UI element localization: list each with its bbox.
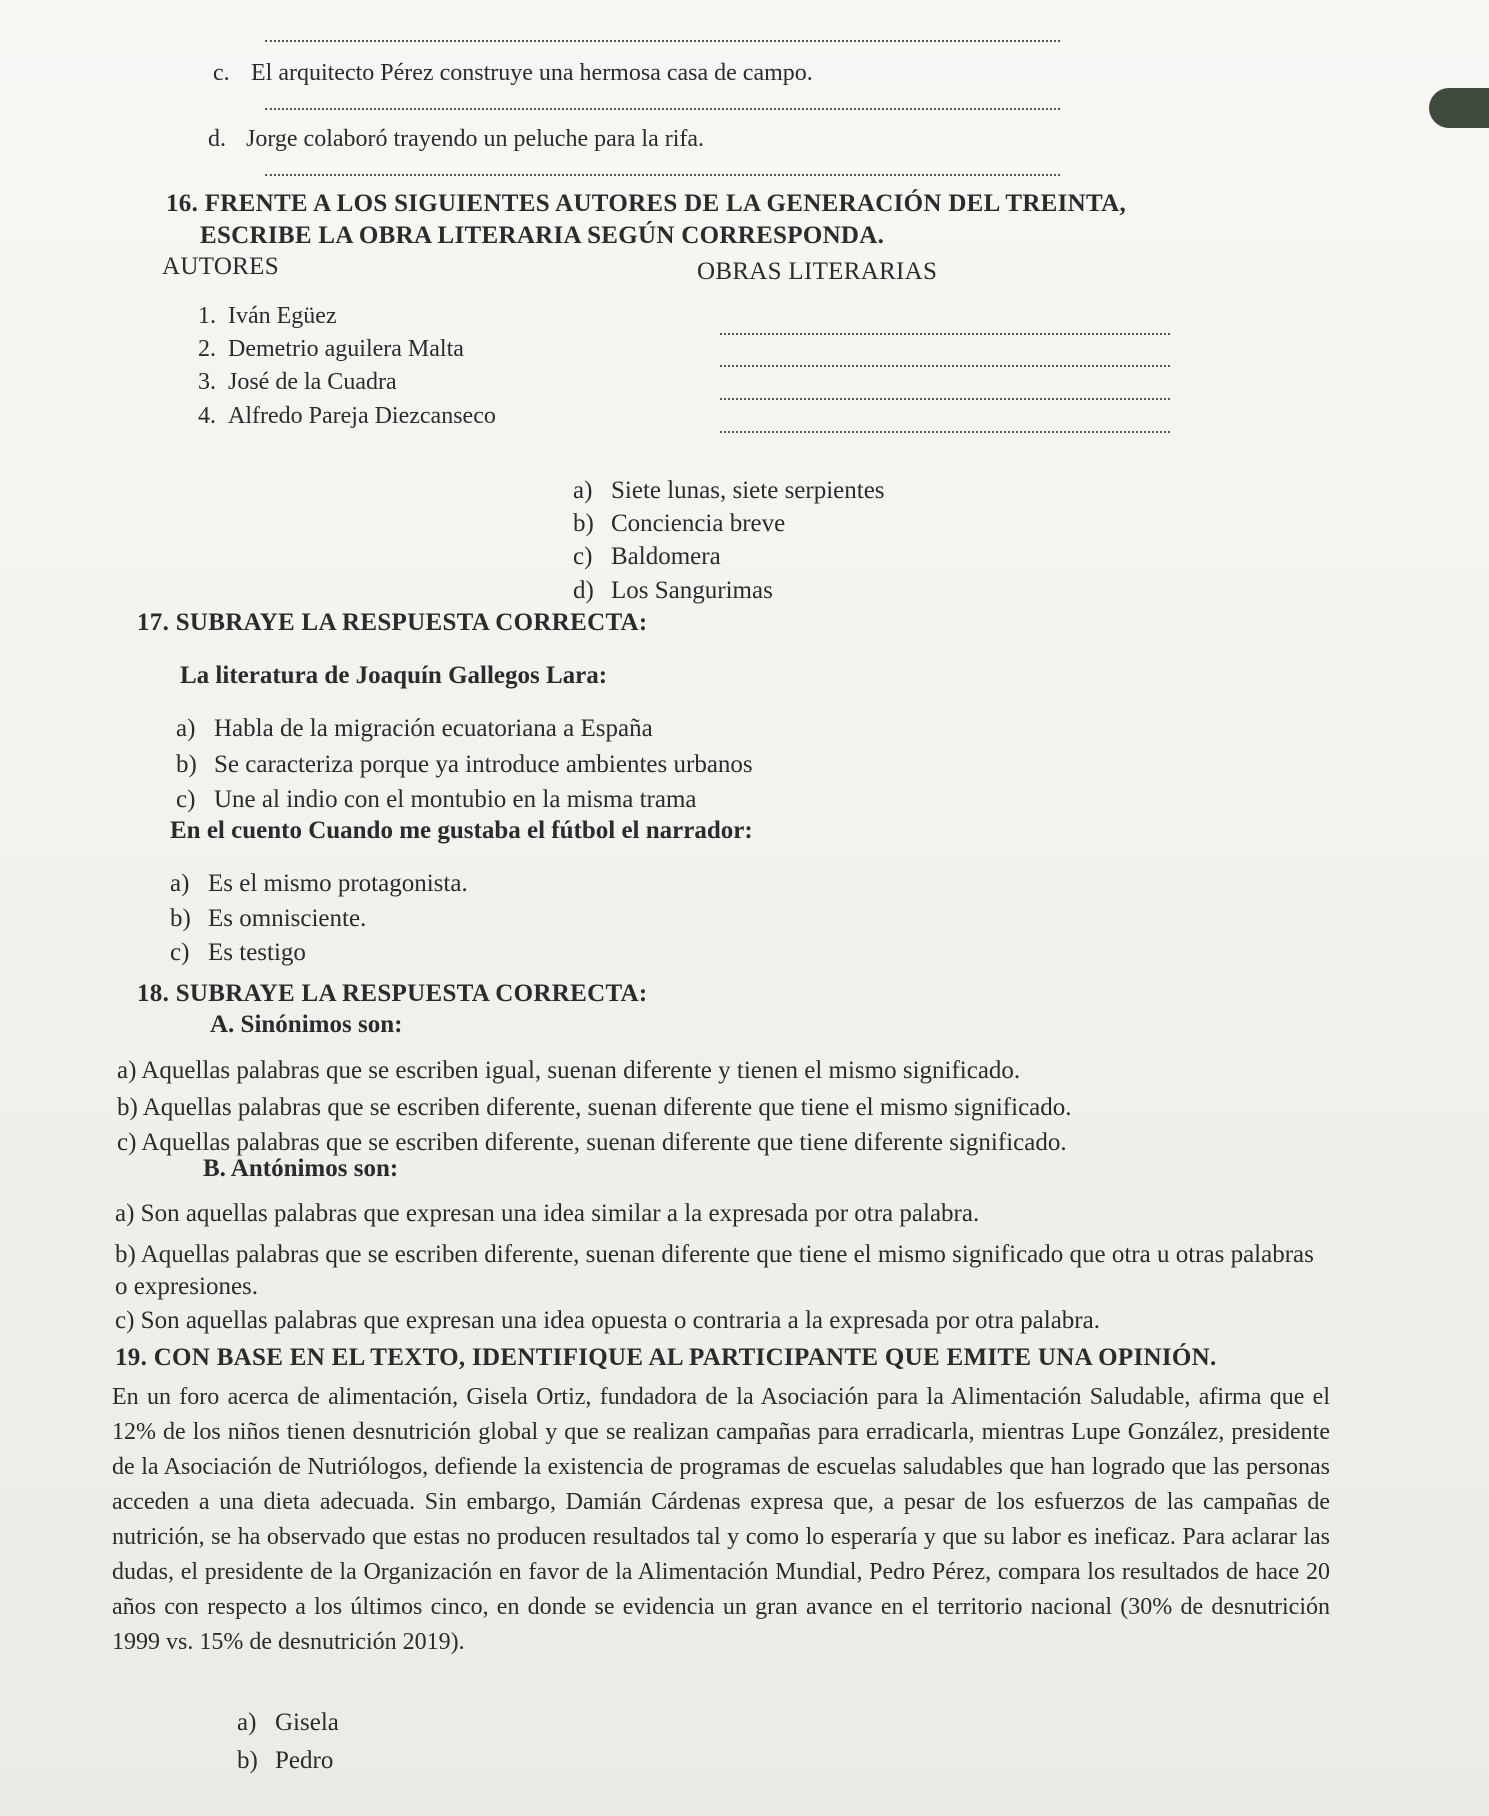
q17-title: 17. SUBRAYE LA RESPUESTA CORRECTA: bbox=[137, 609, 648, 636]
work-title: Siete lunas, siete serpientes bbox=[611, 477, 885, 504]
q17-option[interactable] bbox=[170, 905, 366, 933]
q18-subtitle-a: A. Sinónimos son: bbox=[210, 1011, 403, 1038]
work-title: Conciencia breve bbox=[611, 510, 786, 537]
option-text: Habla de la migración ecuatoriana a España bbox=[214, 715, 653, 742]
author-row bbox=[198, 403, 496, 430]
work-label: c) bbox=[573, 543, 593, 570]
option-label: c) bbox=[176, 786, 196, 813]
work-option bbox=[573, 543, 721, 571]
q17-option[interactable] bbox=[170, 870, 468, 898]
work-answer-line[interactable] bbox=[720, 365, 1170, 367]
item-label: c. bbox=[213, 60, 230, 86]
author-row bbox=[198, 303, 337, 330]
col-authors-header: AUTORES bbox=[162, 253, 279, 280]
answer-line[interactable] bbox=[265, 174, 1060, 176]
q18-option[interactable]: c) Aquellas palabras que se escriben diferente, suenan diferente que tiene diferente significado. bbox=[117, 1129, 1067, 1156]
q18-option[interactable]: a) Aquellas palabras que se escriben igual, suenan diferente y tienen el mismo significado. bbox=[117, 1057, 1021, 1084]
answer-line[interactable] bbox=[265, 40, 1060, 42]
q17-option[interactable] bbox=[176, 715, 653, 743]
q17-option[interactable] bbox=[176, 751, 753, 779]
option-label: b) bbox=[170, 905, 191, 932]
author-row bbox=[198, 336, 464, 363]
option-label: c) bbox=[170, 939, 190, 966]
option-text: Es el mismo protagonista. bbox=[208, 870, 468, 897]
option-text: Une al indio con el montubio en la misma trama bbox=[214, 786, 697, 813]
q19-paragraph: En un foro acerca de alimentación, Gisela Ortiz, fundadora de la Asociación para la Alimentación Saludable, afirma que el 12% de los niños tienen desnutrición global y que se realizan campañas para erradicarla, mientras Lupe González, presidente de la Asociación de Nutriólogos, defiende la existencia de programas de escuelas saludables que han logrado que las personas acceden a una dieta adecuada. Sin embargo, Damián Cárdenas expresa que, a pesar de los esfuerzos de las campañas de nutrición, se ha observado que estas no producen resultados tal y como lo esperaría y que su labor es ineficaz. Para aclarar las dudas, el presidente de la Organización en favor de la Alimentación Mundial, Pedro Pérez, compara los resultados de hace 20 años con respecto a los últimos cinco, en donde se evidencia un gran avance en el territorio nacional (30% de desnutrición 1999 vs. 15% de desnutrición 2019). bbox=[112, 1384, 1330, 1655]
work-label: d) bbox=[573, 577, 594, 604]
work-option bbox=[573, 477, 885, 505]
q18-option[interactable]: a) Son aquellas palabras que expresan una idea similar a la expresada por otra palabra. bbox=[115, 1200, 980, 1227]
q16-title: 16. FRENTE A LOS SIGUIENTES AUTORES DE LA GENERACIÓN DEL TREINTA, bbox=[166, 190, 1127, 217]
item-text: Jorge colaboró trayendo un peluche para la rifa. bbox=[246, 126, 705, 152]
work-label: b) bbox=[573, 510, 594, 537]
author-num: 2. bbox=[198, 336, 216, 362]
option-label: a) bbox=[170, 870, 190, 897]
option-text: Pedro bbox=[275, 1747, 334, 1774]
option-label: a) bbox=[176, 715, 196, 742]
author-row bbox=[198, 369, 397, 396]
q19-option[interactable] bbox=[237, 1709, 339, 1737]
item-c bbox=[213, 60, 813, 87]
item-label: d. bbox=[208, 126, 226, 152]
author-num: 1. bbox=[198, 303, 216, 329]
author-name: Demetrio aguilera Malta bbox=[228, 336, 464, 362]
work-answer-line[interactable] bbox=[720, 431, 1170, 433]
author-name: José de la Cuadra bbox=[228, 369, 397, 395]
answer-line[interactable] bbox=[265, 108, 1060, 110]
q18-option[interactable]: b) Aquellas palabras que se escriben diferente, suenan diferente que tiene el mismo significado que otra u otras palabras o expresiones. bbox=[115, 1241, 1314, 1300]
work-answer-line[interactable] bbox=[720, 333, 1170, 335]
option-text: Es testigo bbox=[208, 939, 306, 966]
work-title: Baldomera bbox=[611, 543, 721, 570]
author-name: Iván Egüez bbox=[228, 303, 337, 329]
work-option bbox=[573, 510, 785, 538]
q18-option[interactable]: c) Son aquellas palabras que expresan una idea opuesta o contraria a la expresada por otra palabra. bbox=[115, 1307, 1100, 1334]
option-label: a) bbox=[237, 1709, 257, 1736]
author-num: 3. bbox=[198, 369, 216, 395]
col-works-header: OBRAS LITERARIAS bbox=[697, 258, 938, 285]
author-name: Alfredo Pareja Diezcanseco bbox=[228, 403, 496, 429]
option-label: b) bbox=[176, 751, 197, 778]
work-option bbox=[573, 577, 773, 605]
q17-option[interactable] bbox=[170, 939, 306, 967]
work-label: a) bbox=[573, 477, 593, 504]
option-label: b) bbox=[237, 1747, 258, 1774]
item-d bbox=[208, 126, 704, 153]
q18-subtitle-b: B. Antónimos son: bbox=[203, 1155, 399, 1182]
option-text: Se caracteriza porque ya introduce ambientes urbanos bbox=[214, 751, 753, 778]
work-title: Los Sangurimas bbox=[611, 577, 773, 604]
q19-title: 19. CON BASE EN EL TEXTO, IDENTIFIQUE AL PARTICIPANTE QUE EMITE UNA OPINIÓN. bbox=[115, 1344, 1217, 1371]
work-answer-line[interactable] bbox=[720, 398, 1170, 400]
q17-option[interactable] bbox=[176, 786, 697, 814]
option-text: Es omnisciente. bbox=[208, 905, 367, 932]
q19-option[interactable] bbox=[237, 1747, 333, 1775]
option-text: Gisela bbox=[275, 1709, 339, 1736]
q17-subtitle-2: En el cuento Cuando me gustaba el fútbol el narrador: bbox=[170, 817, 753, 844]
q16-title-2: ESCRIBE LA OBRA LITERARIA SEGÚN CORRESPONDA. bbox=[200, 222, 885, 249]
page-edge-shadow bbox=[1429, 88, 1489, 128]
q18-option[interactable]: b) Aquellas palabras que se escriben diferente, suenan diferente que tiene el mismo significado. bbox=[117, 1094, 1072, 1121]
q18-title: 18. SUBRAYE LA RESPUESTA CORRECTA: bbox=[137, 980, 648, 1007]
author-num: 4. bbox=[198, 403, 216, 429]
q17-subtitle-1: La literatura de Joaquín Gallegos Lara: bbox=[180, 662, 608, 689]
item-text: El arquitecto Pérez construye una hermosa casa de campo. bbox=[251, 60, 813, 86]
